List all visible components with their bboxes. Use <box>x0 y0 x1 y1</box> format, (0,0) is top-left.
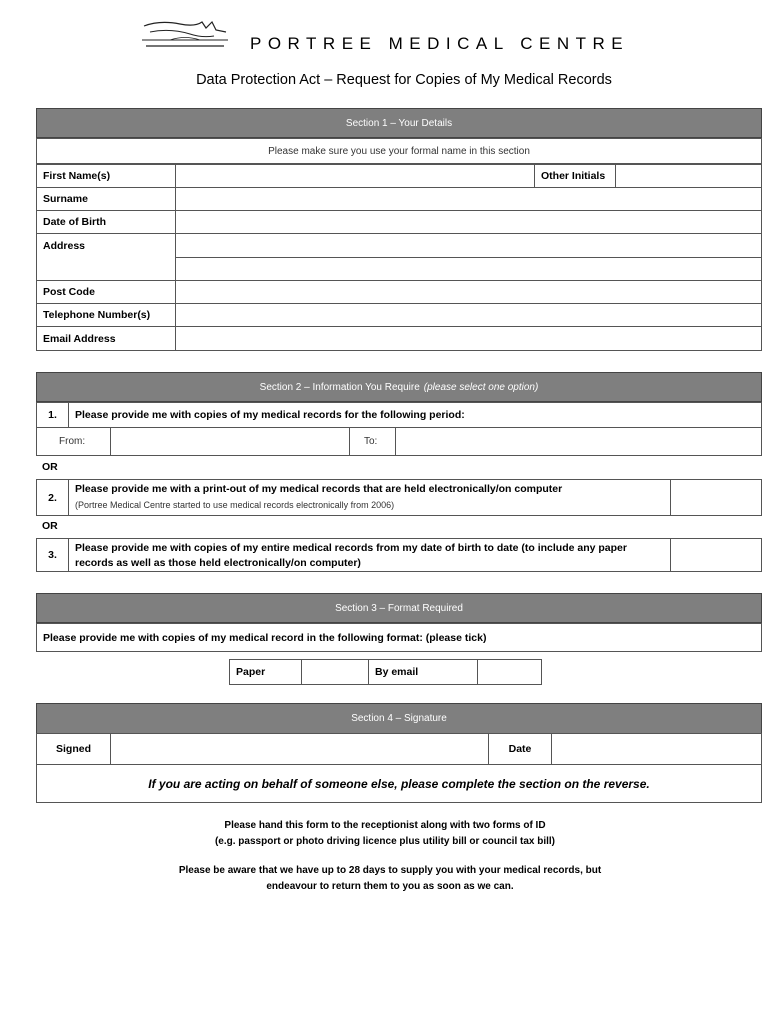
or-label-2: OR <box>42 520 58 532</box>
dob-label: Date of Birth <box>36 210 176 234</box>
section2-heading-note: (please select one option) <box>423 381 539 393</box>
footer-line3: Please be aware that we have up to 28 days to supply you with your medical records, but <box>178 865 602 876</box>
dob-field[interactable] <box>175 210 762 234</box>
reverse-note: If you are acting on behalf of someone else, please complete the section on the reverse. <box>36 764 762 803</box>
surname-label: Surname <box>36 187 176 211</box>
to-label: To: <box>349 427 396 456</box>
section1-heading: Section 1 – Your Details <box>36 108 762 138</box>
email-field[interactable] <box>175 326 762 351</box>
section2-heading-text: Section 2 – Information You Require <box>259 381 420 393</box>
signature-date-field[interactable] <box>551 733 762 765</box>
section2-heading <box>36 372 762 402</box>
other-initials-field[interactable] <box>615 164 762 188</box>
from-label: From: <box>36 427 111 456</box>
or-label-1: OR <box>42 461 58 473</box>
footer-line4: endeavour to return them to you as soon as we can. <box>266 881 514 892</box>
signature-field[interactable] <box>110 733 489 765</box>
form-title: Data Protection Act – Request for Copies of My Medical Records <box>196 72 612 88</box>
email-label: Email Address <box>36 326 176 351</box>
paper-checkbox[interactable] <box>301 659 369 685</box>
other-initials-label: Other Initials <box>534 164 616 188</box>
option1-number: 1. <box>36 402 69 428</box>
option1-text: Please provide me with copies of my medical records for the following period: <box>68 402 762 428</box>
email-format-label: By email <box>368 659 478 685</box>
footer-line2: (e.g. passport or photo driving licence plus utility bill or council tax bill) <box>214 836 556 847</box>
first-names-field[interactable] <box>175 164 535 188</box>
option3-text-cell <box>68 538 671 572</box>
address-line2-field[interactable] <box>175 257 762 281</box>
section3-heading: Section 3 – Format Required <box>36 593 762 623</box>
telephone-field[interactable] <box>175 303 762 327</box>
format-instruction: Please provide me with copies of my medical record in the following format: (please tick) <box>36 623 762 652</box>
first-names-label: First Name(s) <box>36 164 176 188</box>
option3-text-line2: records as well as those held electronically/on computer) <box>75 557 361 569</box>
option3-checkbox[interactable] <box>670 538 762 572</box>
centre-name: PORTREE MEDICAL CENTRE <box>250 34 630 53</box>
postcode-label: Post Code <box>36 280 176 304</box>
option2-note: (Portree Medical Centre started to use medical records electronically from 2006) <box>75 500 395 510</box>
option2-text-cell <box>68 479 671 516</box>
address-label: Address <box>36 233 176 281</box>
footer-line1: Please hand this form to the receptionist along with two forms of ID <box>224 820 546 831</box>
option2-checkbox[interactable] <box>670 479 762 516</box>
date-label: Date <box>488 733 552 765</box>
address-line1-field[interactable] <box>175 233 762 258</box>
paper-label: Paper <box>229 659 302 685</box>
surname-field[interactable] <box>175 187 762 211</box>
email-format-checkbox[interactable] <box>477 659 542 685</box>
section4-heading: Section 4 – Signature <box>36 703 762 734</box>
to-date-field[interactable] <box>395 427 762 456</box>
option3-text-line1: Please provide me with copies of my entire medical records from my date of birth to date (to include any paper <box>75 542 627 554</box>
from-date-field[interactable] <box>110 427 350 456</box>
telephone-label: Telephone Number(s) <box>36 303 176 327</box>
option2-number: 2. <box>36 479 69 516</box>
centre-logo <box>140 18 232 54</box>
option2-text: Please provide me with a print-out of my medical records that are held electronically/on computer <box>75 483 563 495</box>
postcode-field[interactable] <box>175 280 762 304</box>
signed-label: Signed <box>36 733 111 765</box>
section1-note: Please make sure you use your formal name in this section <box>36 138 762 164</box>
option3-number: 3. <box>36 538 69 572</box>
